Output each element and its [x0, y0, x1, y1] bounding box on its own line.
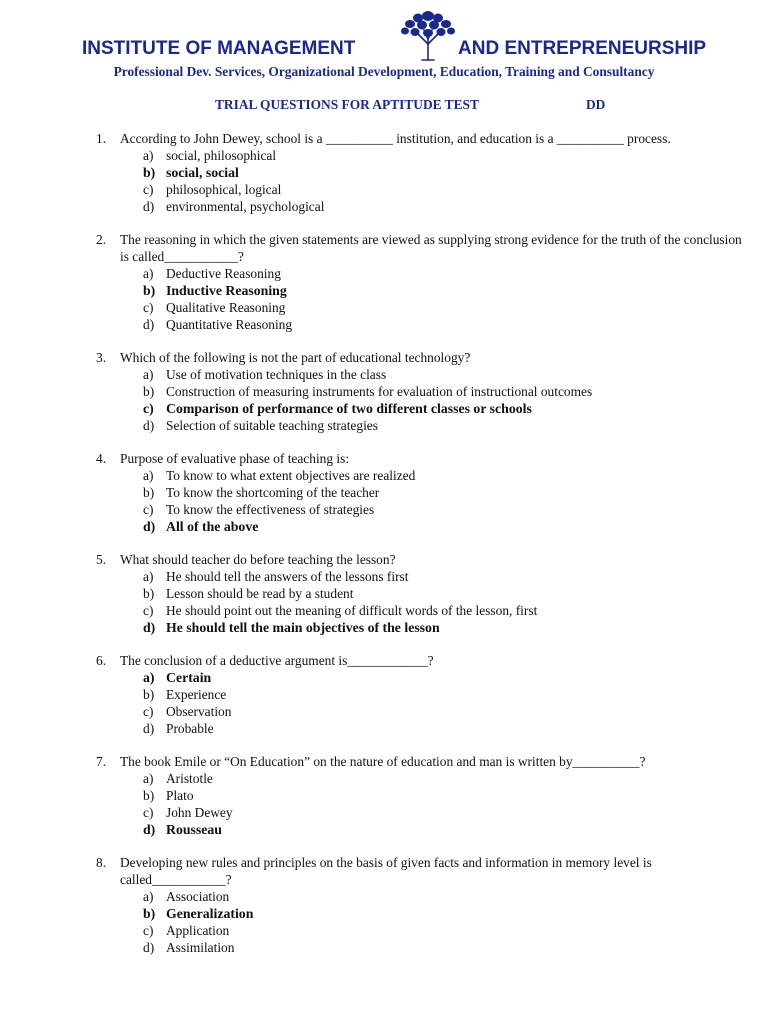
answer-option — [0, 265, 768, 282]
question-text: Which of the following is not the part of educational technology? — [120, 350, 471, 365]
correct-answer-option — [0, 821, 768, 838]
option-text: Inductive Reasoning — [166, 283, 287, 298]
option-label: b) — [143, 687, 155, 702]
question-text: According to John Dewey, school is a __________ institution, and education is a __________ process. — [120, 131, 671, 146]
option-label: c) — [143, 401, 154, 416]
answer-option — [0, 198, 768, 215]
option-label: b) — [143, 586, 155, 601]
answer-option — [0, 568, 768, 585]
answer-option — [0, 770, 768, 787]
question-item — [0, 753, 768, 838]
option-label: c) — [143, 805, 154, 820]
question-text: The reasoning in which the given statements are viewed as supplying strong evidence for the truth of the conclusion is called___________? — [120, 232, 742, 264]
option-text: Assimilation — [166, 940, 235, 955]
option-text: John Dewey — [166, 805, 233, 820]
option-text: Plato — [166, 788, 194, 803]
question-number: 5. — [96, 552, 107, 567]
option-text: social, social — [166, 165, 239, 180]
answer-option — [0, 181, 768, 198]
option-text: Construction of measuring instruments for evaluation of instructional outcomes — [166, 384, 593, 399]
answer-option — [0, 417, 768, 434]
option-label: a) — [143, 889, 154, 904]
option-label: c) — [143, 603, 154, 618]
document-header — [0, 0, 768, 90]
option-text: He should point out the meaning of difficult words of the lesson, first — [166, 603, 538, 618]
question-item — [0, 130, 768, 215]
option-text: To know the shortcoming of the teacher — [166, 485, 380, 500]
option-text: Qualitative Reasoning — [166, 300, 286, 315]
option-text: Application — [166, 923, 230, 938]
option-label: a) — [143, 670, 155, 685]
option-text: To know the effectiveness of strategies — [166, 502, 375, 517]
answer-options — [0, 366, 768, 434]
correct-answer-option — [0, 905, 768, 922]
option-text: Quantitative Reasoning — [166, 317, 293, 332]
answer-option — [0, 686, 768, 703]
correct-answer-option — [0, 164, 768, 181]
option-text: To know to what extent objectives are realized — [166, 468, 416, 483]
option-label: a) — [143, 266, 154, 281]
answer-option — [0, 467, 768, 484]
question-number: 2. — [96, 232, 107, 247]
option-text: Experience — [166, 687, 227, 702]
option-label: c) — [143, 923, 154, 938]
test-code: DD — [586, 97, 606, 112]
option-text: Probable — [166, 721, 214, 736]
option-label: c) — [143, 502, 154, 517]
question-item — [0, 854, 768, 956]
option-label: d) — [143, 940, 155, 955]
option-text: philosophical, logical — [166, 182, 282, 197]
institute-name-left: INSTITUTE OF MANAGEMENT — [82, 38, 356, 59]
answer-option — [0, 147, 768, 164]
option-label: b) — [143, 788, 155, 803]
question-text: Purpose of evaluative phase of teaching is: — [120, 451, 350, 466]
answer-option — [0, 720, 768, 737]
answer-options — [0, 669, 768, 737]
option-text: Selection of suitable teaching strategies — [166, 418, 378, 433]
option-label: d) — [143, 721, 155, 736]
option-text: Aristotle — [166, 771, 213, 786]
answer-options — [0, 467, 768, 535]
option-label: d) — [143, 199, 155, 214]
question-item — [0, 349, 768, 434]
option-text: Generalization — [166, 906, 254, 921]
answer-option — [0, 888, 768, 905]
question-number: 3. — [96, 350, 107, 365]
institute-name-right: AND ENTREPRENEURSHIP — [458, 38, 707, 59]
correct-answer-option — [0, 669, 768, 686]
option-text: All of the above — [166, 519, 259, 534]
option-label: a) — [143, 468, 154, 483]
question-text: The book Emile or “On Education” on the nature of education and man is written by__________? — [120, 754, 646, 769]
question-item — [0, 450, 768, 535]
option-label: d) — [143, 620, 156, 635]
answer-option — [0, 299, 768, 316]
test-title: TRIAL QUESTIONS FOR APTITUDE TEST — [215, 97, 479, 112]
answer-options — [0, 265, 768, 333]
option-label: b) — [143, 283, 156, 298]
answer-option — [0, 939, 768, 956]
question-number: 7. — [96, 754, 107, 769]
option-label: a) — [143, 367, 154, 382]
option-label: a) — [143, 569, 154, 584]
option-label: a) — [143, 148, 154, 163]
question-text: What should teacher do before teaching the lesson? — [120, 552, 396, 567]
option-label: d) — [143, 317, 155, 332]
answer-option — [0, 484, 768, 501]
option-text: He should tell the answers of the lessons first — [166, 569, 409, 584]
answer-options — [0, 147, 768, 215]
answer-options — [0, 888, 768, 956]
question-list — [0, 130, 768, 972]
option-label: b) — [143, 165, 156, 180]
option-label: a) — [143, 771, 154, 786]
answer-option — [0, 316, 768, 333]
option-label: c) — [143, 704, 154, 719]
option-text: Observation — [166, 704, 232, 719]
correct-answer-option — [0, 619, 768, 636]
option-text: Certain — [166, 670, 212, 685]
question-item — [0, 551, 768, 636]
answer-option — [0, 602, 768, 619]
answer-option — [0, 585, 768, 602]
question-number: 1. — [96, 131, 107, 146]
tree-logo-icon — [396, 8, 460, 62]
option-text: Rousseau — [166, 822, 222, 837]
institute-subtitle: Professional Dev. Services, Organizational Development, Education, Training and Consultancy — [113, 64, 655, 79]
option-label: b) — [143, 906, 156, 921]
option-label: d) — [143, 418, 155, 433]
option-text: social, philosophical — [166, 148, 277, 163]
answer-option — [0, 703, 768, 720]
option-text: Association — [166, 889, 230, 904]
answer-option — [0, 922, 768, 939]
option-text: Lesson should be read by a student — [166, 586, 354, 601]
correct-answer-option — [0, 518, 768, 535]
question-text: Developing new rules and principles on the basis of given facts and information in memory level is called___________? — [120, 855, 652, 887]
option-label: b) — [143, 384, 155, 399]
answer-option — [0, 366, 768, 383]
answer-option — [0, 787, 768, 804]
question-number: 4. — [96, 451, 107, 466]
answer-option — [0, 804, 768, 821]
option-label: d) — [143, 519, 156, 534]
question-text: The conclusion of a deductive argument is____________? — [120, 653, 434, 668]
option-label: d) — [143, 822, 156, 837]
answer-options — [0, 770, 768, 838]
option-text: He should tell the main objectives of the lesson — [166, 620, 440, 635]
option-text: Deductive Reasoning — [166, 266, 281, 281]
option-label: c) — [143, 182, 154, 197]
option-text: Comparison of performance of two different classes or schools — [166, 401, 532, 416]
question-item — [0, 231, 768, 333]
correct-answer-option — [0, 400, 768, 417]
question-number: 6. — [96, 653, 107, 668]
question-number: 8. — [96, 855, 107, 870]
option-label: c) — [143, 300, 154, 315]
correct-answer-option — [0, 282, 768, 299]
answer-options — [0, 568, 768, 636]
option-text: environmental, psychological — [166, 199, 325, 214]
option-label: b) — [143, 485, 155, 500]
answer-option — [0, 501, 768, 518]
option-text: Use of motivation techniques in the class — [166, 367, 387, 382]
question-item — [0, 652, 768, 737]
answer-option — [0, 383, 768, 400]
